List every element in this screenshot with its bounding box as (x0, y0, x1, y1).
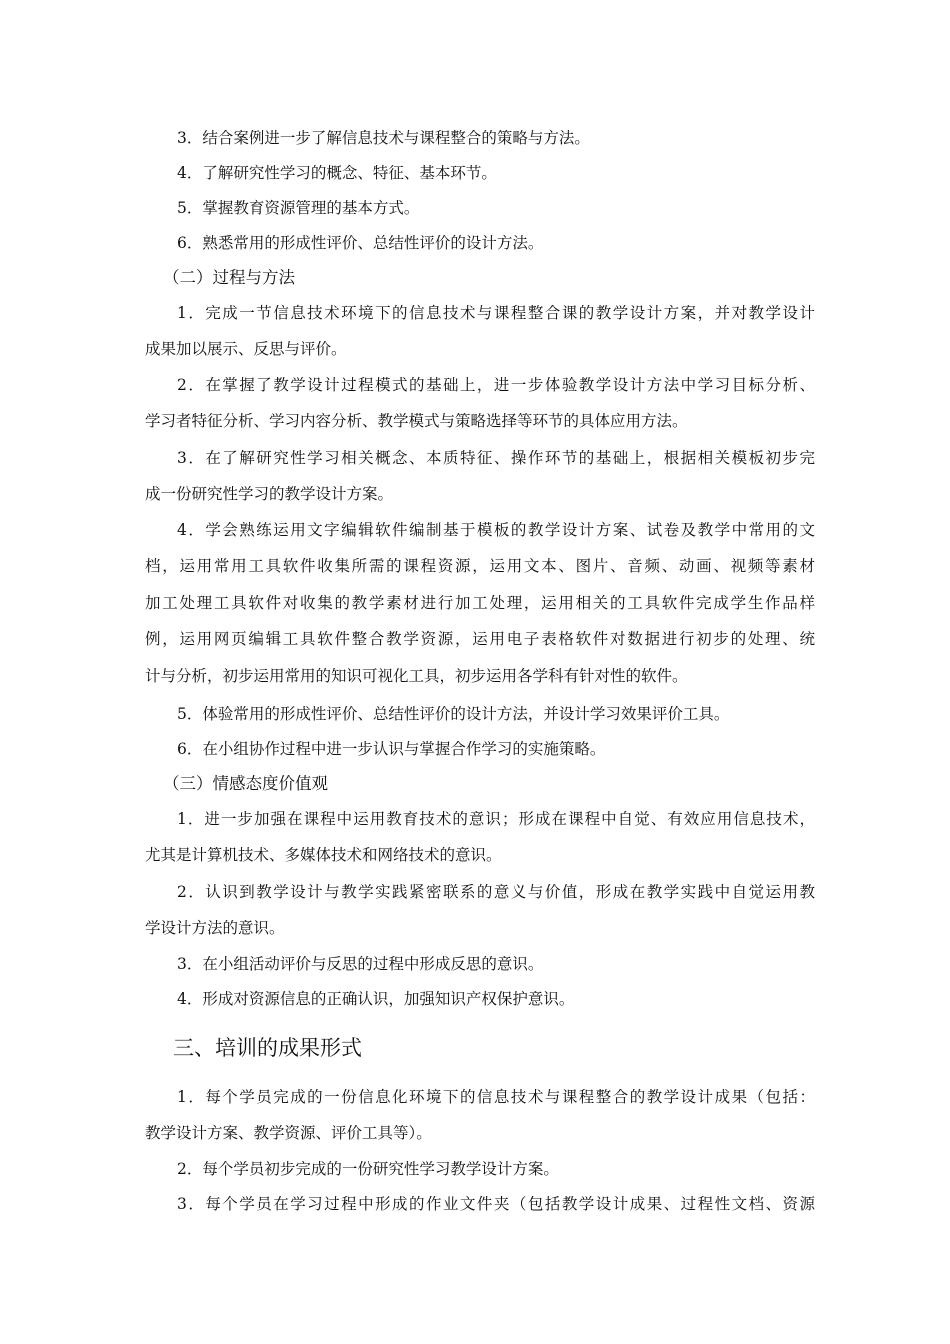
outcomes-paragraph-2: 2．每个学员初步完成的一份研究性学习教学设计方案。 (177, 1160, 559, 1178)
attitudes-paragraph-3: 3．在小组活动评价与反思的过程中形成反思的意识。 (177, 955, 544, 973)
process-paragraph-5: 5．体验常用的形成性评价、总结性评价的设计方法，并设计学习效果评价工具。 (177, 705, 730, 723)
attitudes-paragraph-1: 1．进一步加强在课程中运用教育技术的意识；形成在课程中自觉、有效应用信息技术， 尤其是计算机技术、多媒体技术和网络技术的意识。 (145, 810, 815, 865)
process-paragraph-4: 4．学会熟练运用文字编辑软件编制基于模板的教学设计方案、试卷及教学中常用的文 档，运用常用工具软件收集所需的课程资源，运用文本、图片、音频、动画、视频等素材 加工处理工具软件对收集的教学素材进行加工处理，运用相关的工具软件完成学生作品样 例，运用网页编辑工具软件整合教学资源，运用电子表格软件对数据进行初步的处理、统 计与分析，初步运用常用的知识可视化工具，初步运用各学科有针对性的软件。 (145, 521, 815, 685)
outcomes-paragraph-1: 1．每个学员完成的一份信息化环境下的信息技术与课程整合的教学设计成果（包括： 教学设计方案、教学资源、评价工具等）。 (145, 1088, 815, 1143)
knowledge-item-6: 6．熟悉常用的形成性评价、总结性评价的设计方法。 (177, 234, 544, 252)
knowledge-item-4: 4．了解研究性学习的概念、特征、基本环节。 (177, 164, 497, 182)
knowledge-item-5: 5．掌握教育资源管理的基本方式。 (177, 199, 420, 217)
attitudes-paragraph-4: 4．形成对资源信息的正确认识，加强知识产权保护意识。 (177, 990, 575, 1008)
section-heading-outcomes: 三、培训的成果形式 (173, 1036, 362, 1060)
section-heading-process-methods: （二）过程与方法 (163, 268, 295, 287)
process-paragraph-6: 6．在小组协作过程中进一步认识与掌握合作学习的实施策略。 (177, 740, 606, 758)
knowledge-item-3: 3．结合案例进一步了解信息技术与课程整合的策略与方法。 (177, 129, 590, 147)
attitudes-paragraph-2: 2．认识到教学设计与教学实践紧密联系的意义与价值，形成在教学实践中自觉运用教 学设计方法的意识。 (145, 883, 815, 938)
process-paragraph-3: 3．在了解研究性学习相关概念、本质特征、操作环节的基础上，根据相关模板初步完 成一份研究性学习的教学设计方案。 (145, 449, 815, 504)
process-paragraph-1: 1．完成一节信息技术环境下的信息技术与课程整合课的教学设计方案，并对教学设计 成果加以展示、反思与评价。 (145, 304, 815, 359)
process-paragraph-2: 2．在掌握了教学设计过程模式的基础上，进一步体验教学设计方法中学习目标分析、 学习者特征分析、学习内容分析、教学模式与策略选择等环节的具体应用方法。 (145, 376, 815, 431)
outcomes-paragraph-3: 3．每个学员在学习过程中形成的作业文件夹（包括教学设计成果、过程性文档、资源 (177, 1195, 815, 1213)
section-heading-attitudes: （三）情感态度价值观 (163, 774, 328, 793)
